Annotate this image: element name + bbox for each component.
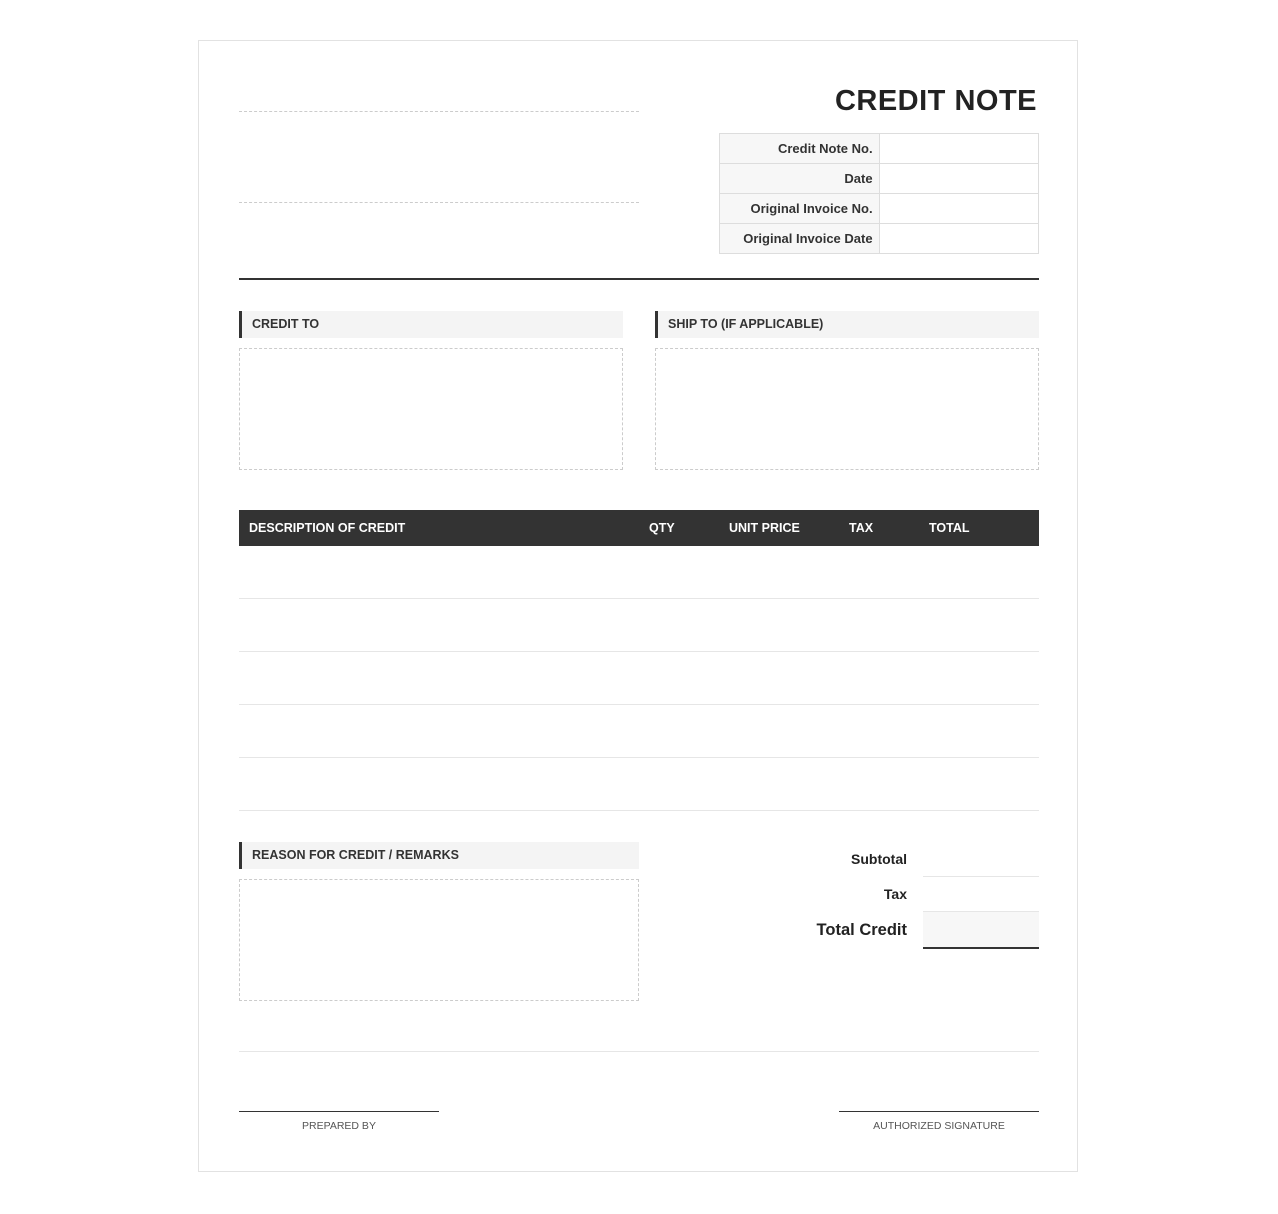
tax-value[interactable]	[923, 877, 1039, 912]
meta-row-original-invoice-no	[720, 194, 1039, 224]
prepared-by-signature-line[interactable]	[239, 1111, 439, 1112]
meta-label: Original Invoice No.	[720, 194, 880, 224]
items-table-header	[239, 510, 1039, 546]
meta-label: Original Invoice Date	[720, 224, 880, 254]
column-description: DESCRIPTION OF CREDIT	[249, 521, 406, 535]
meta-row-credit-note-no	[720, 134, 1039, 164]
original-invoice-date-field[interactable]	[879, 224, 1038, 254]
meta-row-date	[720, 164, 1039, 194]
ship-to-heading: SHIP TO (IF APPLICABLE)	[655, 311, 1039, 338]
meta-label: Date	[720, 164, 880, 194]
table-row[interactable]	[239, 758, 1039, 811]
meta-label: Credit Note No.	[720, 134, 880, 164]
remarks-box[interactable]	[239, 879, 639, 1001]
meta-row-original-invoice-date	[720, 224, 1039, 254]
table-row[interactable]	[239, 652, 1039, 705]
credit-note-page	[198, 40, 1078, 1172]
total-credit-value[interactable]	[923, 911, 1039, 949]
date-field[interactable]	[879, 164, 1038, 194]
credit-to-heading: CREDIT TO	[239, 311, 623, 338]
header-divider	[239, 278, 1039, 280]
company-address-line[interactable]	[239, 202, 639, 203]
ship-to-box[interactable]	[655, 348, 1039, 470]
total-credit-label: Total Credit	[816, 921, 907, 939]
remarks-heading: REASON FOR CREDIT / REMARKS	[239, 842, 639, 869]
authorized-signature-label: AUTHORIZED SIGNATURE	[873, 1120, 1005, 1132]
credit-note-no-field[interactable]	[879, 134, 1038, 164]
column-total: TOTAL	[929, 521, 970, 535]
column-unit-price: UNIT PRICE	[729, 521, 800, 535]
footer-divider	[239, 1051, 1039, 1052]
table-row[interactable]	[239, 546, 1039, 599]
tax-label: Tax	[883, 886, 907, 902]
subtotal-value[interactable]	[923, 841, 1039, 877]
credit-note-meta-table	[719, 133, 1039, 254]
table-row[interactable]	[239, 599, 1039, 652]
column-tax: TAX	[849, 521, 874, 535]
prepared-by-label: PREPARED BY	[302, 1120, 376, 1132]
authorized-signature-line[interactable]	[839, 1111, 1039, 1112]
credit-to-box[interactable]	[239, 348, 623, 470]
table-row[interactable]	[239, 705, 1039, 758]
document-title: CREDIT NOTE	[834, 85, 1037, 117]
subtotal-label: Subtotal	[851, 851, 907, 867]
original-invoice-no-field[interactable]	[879, 194, 1038, 224]
column-qty: QTY	[649, 521, 675, 535]
company-name-line[interactable]	[239, 111, 639, 112]
